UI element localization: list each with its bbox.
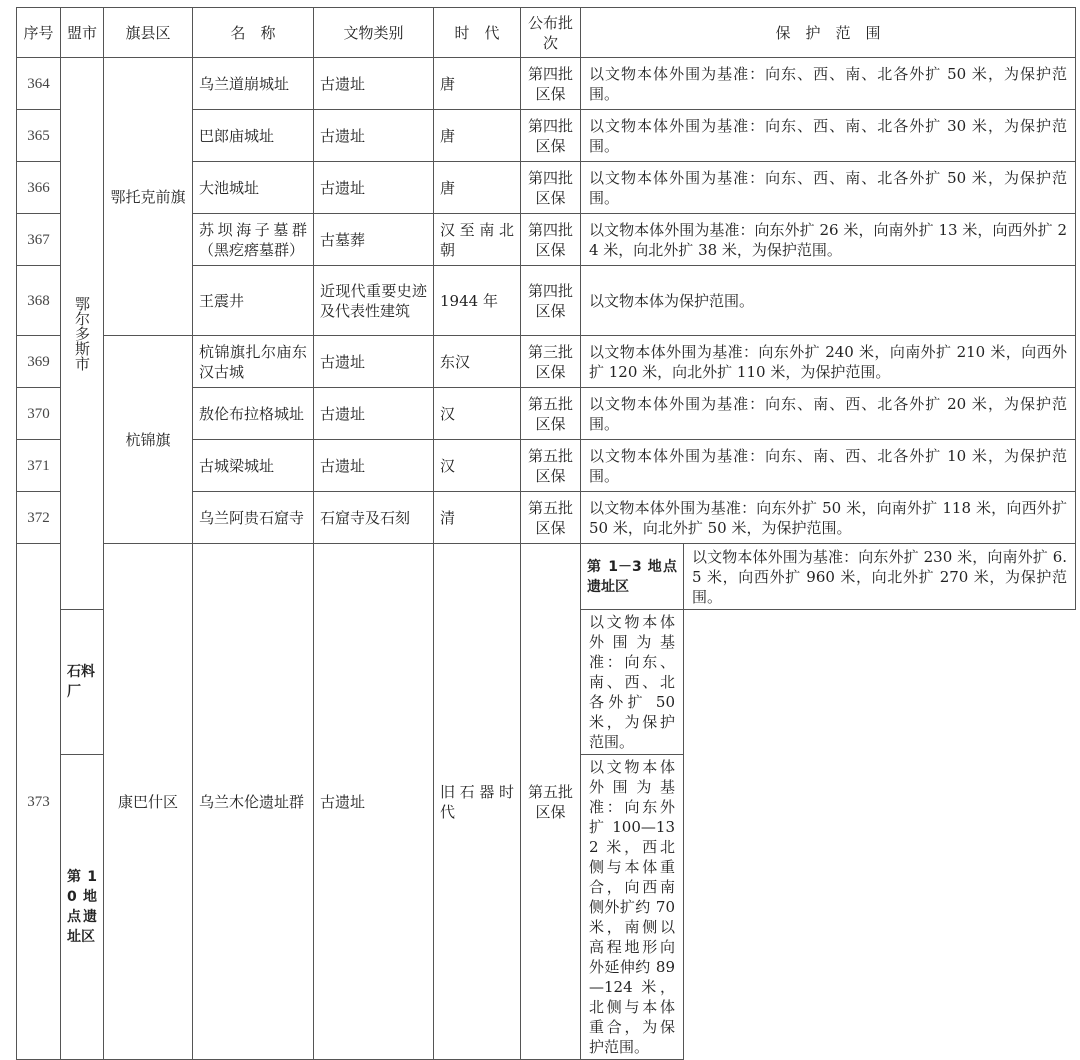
site-batch: 第四批区保 — [521, 110, 581, 162]
header-category: 文物类别 — [314, 8, 434, 58]
site-era: 唐 — [434, 110, 521, 162]
heritage-table-wrapper — [16, 7, 1076, 1060]
site-range: 以文物本体外围为基准：向东外扩 26 米，向南外扩 13 米，向西外扩 24 米，向北外扩 38 米，为保护范围。 — [581, 214, 1076, 266]
table-row — [17, 58, 1076, 110]
site-batch: 第三批区保 — [521, 336, 581, 388]
site-category: 古遗址 — [314, 388, 434, 440]
zone-range: 以文物本体外围为基准：向东外扩 230 米，向南外扩 6.5 米，向西外扩 960 米，向北外扩 270 米，为保护范围。 — [684, 544, 1076, 610]
site-range: 以文物本体外围为基准：向东、西、南、北各外扩 30 米，为保护范围。 — [581, 110, 1076, 162]
header-row — [17, 8, 1076, 58]
site-range: 以文物本体外围为基准：向东外扩 240 米，向南外扩 210 米，向西外扩 120 米，向北外扩 110 米，为保护范围。 — [581, 336, 1076, 388]
site-range: 以文物本体为保护范围。 — [581, 266, 1076, 336]
league-cell — [61, 58, 104, 610]
site-category: 古遗址 — [314, 110, 434, 162]
site-era: 1944 年 — [434, 266, 521, 336]
county-cell: 康巴什区 — [104, 544, 193, 1060]
site-name: 古城梁城址 — [193, 440, 314, 492]
county-cell: 杭锦旗 — [104, 336, 193, 544]
row-number: 366 — [17, 162, 61, 214]
site-category: 古遗址 — [314, 544, 434, 1060]
zone-range: 以文物本体外围为基准：向东外扩 100—132 米，西北侧与本体重合，向西南侧外扩约 70 米，南侧以高程地形向外延伸约 89—124 米，北侧与本体重合，为保护范围。 — [581, 755, 684, 1060]
site-era: 唐 — [434, 58, 521, 110]
row-number: 368 — [17, 266, 61, 336]
site-name: 巴郎庙城址 — [193, 110, 314, 162]
header-batch: 公布批次 — [521, 8, 581, 58]
site-batch: 第五批区保 — [521, 544, 581, 1060]
site-batch: 第四批区保 — [521, 266, 581, 336]
site-era: 汉 — [434, 388, 521, 440]
row-number: 367 — [17, 214, 61, 266]
site-name: 乌兰阿贵石窟寺 — [193, 492, 314, 544]
site-category: 古遗址 — [314, 162, 434, 214]
zone-label: 第 10 地点遗址区 — [61, 755, 104, 1060]
row-number: 369 — [17, 336, 61, 388]
site-range: 以文物本体外围为基准：向东、西、南、北各外扩 50 米，为保护范围。 — [581, 162, 1076, 214]
site-name: 大池城址 — [193, 162, 314, 214]
header-era: 时 代 — [434, 8, 521, 58]
site-batch: 第四批区保 — [521, 214, 581, 266]
site-name: 乌兰道崩城址 — [193, 58, 314, 110]
site-batch: 第五批区保 — [521, 388, 581, 440]
site-batch: 第五批区保 — [521, 440, 581, 492]
site-category: 古遗址 — [314, 336, 434, 388]
heritage-protection-table — [16, 7, 1076, 1060]
site-name: 敖伦布拉格城址 — [193, 388, 314, 440]
site-name: 苏坝海子墓群（黑疙瘩墓群） — [193, 214, 314, 266]
header-name: 名 称 — [193, 8, 314, 58]
site-batch: 第四批区保 — [521, 58, 581, 110]
site-name: 杭锦旗扎尔庙东汉古城 — [193, 336, 314, 388]
county-cell: 鄂托克前旗 — [104, 58, 193, 336]
header-league: 盟市 — [61, 8, 104, 58]
site-range: 以文物本体外围为基准：向东、南、西、北各外扩 10 米，为保护范围。 — [581, 440, 1076, 492]
site-era: 唐 — [434, 162, 521, 214]
site-era: 旧石器时代 — [434, 544, 521, 1060]
site-category: 近现代重要史迹及代表性建筑 — [314, 266, 434, 336]
table-row — [17, 336, 1076, 388]
row-number: 365 — [17, 110, 61, 162]
site-category: 古遗址 — [314, 58, 434, 110]
zone-range: 以文物本体外围为基准：向东、南、西、北各外扩 50 米，为保护范围。 — [581, 610, 684, 755]
site-category: 石窟寺及石刻 — [314, 492, 434, 544]
zone-label: 第 1－3 地点遗址区 — [581, 544, 684, 610]
row-number: 373 — [17, 544, 61, 1060]
row-number: 371 — [17, 440, 61, 492]
row-number: 370 — [17, 388, 61, 440]
site-era: 汉至南北朝 — [434, 214, 521, 266]
site-batch: 第五批区保 — [521, 492, 581, 544]
site-era: 清 — [434, 492, 521, 544]
site-category: 古遗址 — [314, 440, 434, 492]
site-era: 东汉 — [434, 336, 521, 388]
row-number: 372 — [17, 492, 61, 544]
table-row — [17, 544, 1076, 610]
site-range: 以文物本体外围为基准：向东、西、南、北各外扩 50 米，为保护范围。 — [581, 58, 1076, 110]
row-number: 364 — [17, 58, 61, 110]
header-range: 保 护 范 围 — [581, 8, 1076, 58]
zone-label: 石料厂 — [61, 610, 104, 755]
site-batch: 第四批区保 — [521, 162, 581, 214]
header-seq: 序号 — [17, 8, 61, 58]
header-county: 旗县区 — [104, 8, 193, 58]
site-name: 王震井 — [193, 266, 314, 336]
site-era: 汉 — [434, 440, 521, 492]
site-range: 以文物本体外围为基准：向东外扩 50 米，向南外扩 118 米，向西外扩 50 米，向北外扩 50 米，为保护范围。 — [581, 492, 1076, 544]
site-category: 古墓葬 — [314, 214, 434, 266]
league-name: 鄂尔多斯市 — [73, 296, 91, 371]
site-range: 以文物本体外围为基准：向东、南、西、北各外扩 20 米，为保护范围。 — [581, 388, 1076, 440]
site-name: 乌兰木伦遗址群 — [193, 544, 314, 1060]
